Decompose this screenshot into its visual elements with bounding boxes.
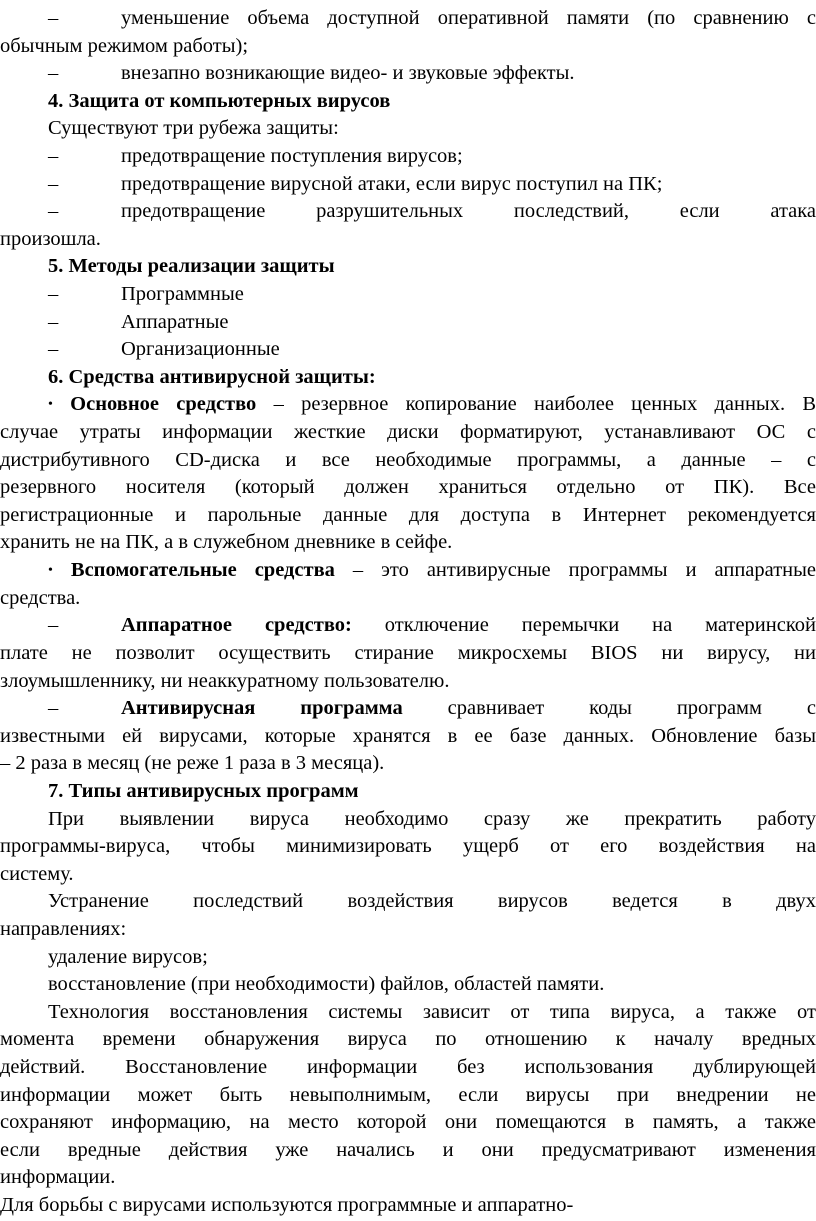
paragraph-line: хранить не на ПК, а в служебном дневнике в сейфе. [0, 531, 453, 554]
list-item-text: Организационные [121, 338, 280, 361]
list-item [0, 336, 816, 364]
list-item-text: уменьшение объема доступной оперативной памяти (по сравнению с [121, 7, 816, 29]
list-item-text: внезапно возникающие видео- и звуковые эффекты. [121, 62, 575, 85]
text-line: обычным режимом работы); [0, 34, 249, 57]
paragraph-line: момента времени обнаружения вируса по отношению к началу вредных [0, 1028, 816, 1051]
paragraph-line: Для борьбы с вирусами используются программные и аппаратно- [0, 1194, 574, 1216]
bullet-icon: • [48, 397, 53, 413]
list-item [0, 612, 816, 640]
paragraph-line: При выявлении вируса необходимо сразу же прекратить работу [48, 807, 816, 830]
text-run: отключение перемычки на материнской [351, 614, 816, 637]
paragraph-line: средства. [0, 586, 81, 609]
paragraph-line: удаление вирусов; [48, 945, 208, 968]
list-dash: – [48, 310, 59, 333]
paragraph-line: направлениях: [0, 917, 127, 940]
paragraph-line: резервного носителя (который должен храниться отдельно от ПК). Все [0, 476, 816, 499]
list-item-text: предотвращение вирусной атаки, если вирус поступил на ПК; [121, 172, 663, 195]
text-line: произошла. [0, 227, 101, 250]
list-item [0, 60, 816, 88]
paragraph-line: Устранение последствий воздействия вирусов ведется в двух [48, 890, 816, 913]
paragraph-line: если вредные действия уже начались и они предусматривают изменения [0, 1138, 816, 1161]
list-item-text: Программные [121, 283, 244, 306]
paragraph-line: систему. [0, 862, 74, 885]
bold-term: Вспомогательные средства [70, 559, 335, 582]
list-item [0, 171, 816, 199]
list-item [0, 143, 816, 171]
list-dash: – [48, 283, 59, 306]
paragraph-line: случае утраты информации жесткие диски форматируют, устанавливают ОС с [0, 421, 816, 444]
text-run: сравнивает коды программ с [402, 697, 816, 720]
paragraph-line: Технология восстановления системы зависит от типа вируса, а также от [48, 1000, 816, 1023]
section-heading: 4. Защита от компьютерных вирусов [48, 89, 391, 112]
list-dash: – [48, 145, 59, 168]
paragraph-line: информации. [0, 1166, 116, 1189]
list-item [0, 309, 816, 337]
list-item [0, 281, 816, 309]
list-item-text [121, 695, 816, 723]
paragraph-line [0, 557, 816, 585]
list-dash: – [48, 7, 59, 29]
list-item-text: предотвращение поступления вирусов; [121, 145, 463, 168]
text-run: – резервное копирование наиболее ценных данных. В [256, 393, 816, 416]
paragraph-line: информации может быть невыполнимым, если вирусы при внедрении не [0, 1083, 816, 1106]
section-heading: 6. Средства антивирусной защиты: [48, 365, 376, 388]
text-run: – это антивирусные программы и аппаратные [334, 559, 816, 582]
paragraph-line: действий. Восстановление информации без использования дублирующей [0, 1055, 816, 1078]
list-item-text: Аппаратные [121, 310, 229, 333]
list-dash: – [48, 62, 59, 85]
bullet-icon: • [48, 563, 53, 579]
paragraph-line: восстановление (при необходимости) файлов, областей памяти. [48, 973, 605, 996]
paragraph-line: регистрационные и парольные данные для доступа в Интернет рекомендуется [0, 503, 816, 526]
list-item [0, 695, 816, 723]
paragraph-line: сохраняют информацию, на место которой они помещаются в память, а также [0, 1111, 816, 1134]
list-item-text: предотвращение разрушительных последствий, если атака [121, 200, 816, 223]
list-item [0, 198, 816, 226]
section-heading: 5. Методы реализации защиты [48, 255, 335, 278]
text-line: Существуют три рубежа защиты: [48, 117, 339, 140]
list-dash: – [48, 338, 59, 361]
list-dash: – [48, 697, 59, 720]
list-dash: – [48, 172, 59, 195]
paragraph-line: – 2 раза в месяц (не реже 1 раза в 3 месяца). [0, 752, 385, 775]
list-item [0, 5, 816, 33]
paragraph-line: известными ей вирусами, которые хранятся в ее базе данных. Обновление базы [0, 724, 816, 747]
bold-term: Аппаратное средство: [121, 614, 352, 637]
bold-term: Антивирусная программа [121, 697, 403, 720]
paragraph-line: злоумышленнику, ни неаккуратному пользователю. [0, 669, 450, 692]
bold-term: Основное средство [70, 393, 257, 416]
paragraph-line [0, 391, 816, 419]
paragraph-line: плате не позволит осуществить стирание микросхемы BIOS ни вирусу, ни [0, 641, 816, 664]
paragraph-line: дистрибутивного CD-диска и все необходимые программы, а данные – с [0, 448, 816, 471]
list-dash: – [48, 200, 59, 223]
list-dash: – [48, 614, 59, 637]
paragraph-line: программы-вируса, чтобы минимизировать ущерб от его воздействия на [0, 835, 816, 858]
section-heading: 7. Типы антивирусных программ [48, 779, 359, 802]
list-item-text [121, 612, 816, 640]
